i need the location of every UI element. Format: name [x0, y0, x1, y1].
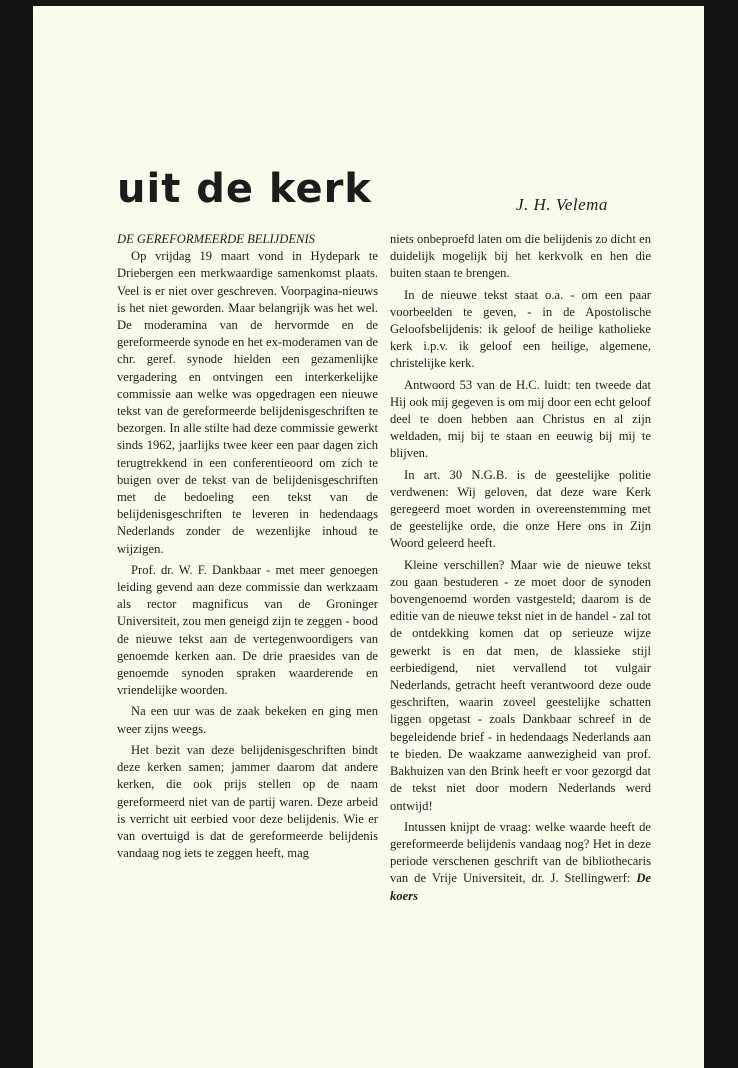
paragraph: In art. 30 N.G.B. is de geestelijke politie verdwenen: Wij geloven, dat deze ware Kerk geregeerd moet worden in overeenstemming met de geestelijke orde, die onze Here ons in Zijn Woord geleerd heeft. [390, 467, 651, 551]
paragraph [390, 819, 651, 905]
scan-border-right [704, 0, 738, 1068]
scan-border-left [0, 0, 33, 1068]
paragraph: Het bezit van deze belijdenisgeschriften bindt deze kerken samen; jammer daarom dat andere kerken, die ook prijs stellen op de naam gereformeerd niet van de partij waren. Deze arbeid is verricht uit eerbied voor deze belijdenis. Wie er van overtuigd is dat de gereformeerde belijdenis vandaag nog iets te zeggen heeft, mag [117, 742, 378, 861]
paragraph: Na een uur was de zaak bekeken en ging men weer zijns weegs. [117, 704, 378, 736]
article-heading: DE GEREFORMEERDE BELIJDENIS [117, 232, 315, 246]
book-title: De koers [390, 871, 651, 903]
paragraph: Kleine verschillen? Maar wie de nieuwe tekst zou gaan bestuderen - ze moet door de synoden bovengenoemd worden vastgesteld; daarom is de editie van de nieuwe tekst niet in de handel - zal tot de ontdekking komen dat op serieuze wijze gewerkt is en dat men, de klassieke stijl eerbiedigend, niet vervallend tot vulgair Nederlands, getracht heeft verantwoord deze oude geschriften, waarin zoveel geestelijke schatten liggen opgetast - zoals Dankbaar schreef in de begeleidende brief - in hedendaags Nederlands aan te bieden. De waakzame aanwezigheid van prof. Bakhuizen van den Brink heeft er voor gezorgd dat de tekst niet door modern Nederlands werd ontwijd! [390, 557, 651, 813]
paragraph-text: Intussen knijpt de vraag: welke waarde heeft de gereformeerde belijdenis vandaag nog? Het in deze periode verschenen geschrift van de bibliothecaris van de Vrije Universiteit, dr. J. Stellingwerf: [390, 819, 651, 886]
right-column [390, 231, 651, 909]
author-name: J. H. Velema [516, 195, 608, 214]
paragraph: In de nieuwe tekst staat o.a. - om een paar voorbeelden te geven, - in de Apostolische Geloofsbelijdenis: ik geloof de heilige katholieke kerk i.p.v. ik geloof een heilige, algemene, christelijke kerk. [390, 287, 651, 371]
paragraph: Prof. dr. W. F. Dankbaar - met meer genoegen leiding gevend aan deze commissie dan werkzaam als rector magnificus van de Groninger Universiteit, zou men geneigd zijn te zeggen - bood de nieuwe tekst aan de vertegenwoordigers van genoemde kerken aan. De drie praesides van de genoemde synoden spraken waarderende en vriendelijke woorden. [117, 562, 378, 698]
section-title: uit de kerk [117, 166, 372, 212]
paragraph: Antwoord 53 van de H.C. luidt: ten tweede dat Hij ook mij gegeven is om mij door een echt geloof deel te doen hebben aan Christus en al zijn weldaden, mij bij te staan en eeuwig bij mij te blijven. [390, 377, 651, 461]
paragraph-continuation: niets onbeproefd laten om die belijdenis zo dicht en duidelijk mogelijk bij het kerkvolk en hen die buiten staan te brengen. [390, 232, 651, 281]
paragraph: Op vrijdag 19 maart vond in Hydepark te Driebergen een merkwaardige samenkomst plaats. Veel is er niet over geschreven. Voorpagina-nieuws is het niet geworden. Maar belangrijk was het wel. De moderamina van de hervormde en de gereformeerde synode en het ex-moderamen van de chr. geref. synode hielden een gezamenlijke vergadering en ontvingen een interkerkelijke commissie aan welke was opgedragen een nieuwe tekst van de gereformeerde belijdenisgeschriften te bezorgen. In alle stilte had deze commissie gewerkt sinds 1962, jaarlijks twee keer een paar dagen zich terugtrekkend in een conferentieoord om zich te buigen over de tekst van de belijdenisgeschriften met de bedoeling een tekst van de belijdenisgeschriften te leveren in hedendaags Nederlands zonder de wezenlijke inhoud te wijzigen. [117, 249, 378, 556]
left-column [117, 231, 378, 866]
